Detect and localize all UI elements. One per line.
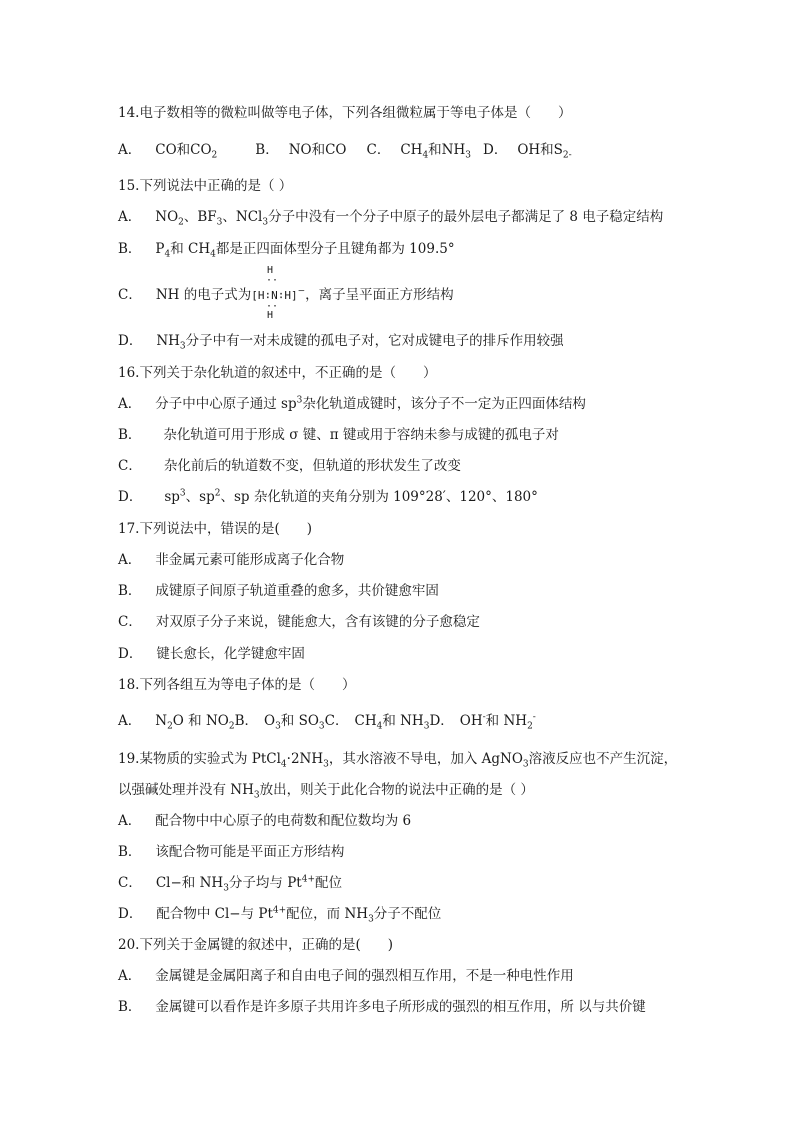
q16-d-s1: 3 xyxy=(179,488,186,499)
q15-option-c-label: C． xyxy=(118,287,142,303)
q18-options xyxy=(118,712,536,730)
lewis-top-dots: ·· xyxy=(266,275,279,286)
q20-option-a-label: A． xyxy=(118,968,142,984)
q17-c-t1: 对双原子分子来说，键能愈大，含有该键的分子愈稳定 xyxy=(155,614,480,630)
q14-option-c-label: C． xyxy=(366,142,391,158)
q16-a-t2: 杂化轨道成键时，该分子不一定为正四面体结构 xyxy=(302,396,586,412)
q15-a-t1: NO xyxy=(155,209,179,225)
q16-a-s1: 3 xyxy=(296,395,303,406)
q19-d-t3: 分子不配位 xyxy=(373,906,442,922)
q18-b-s1: 3 xyxy=(275,721,281,732)
q19-option-d xyxy=(118,905,441,923)
q15-b-t3: 都是正四面体型分子且键角都为 109.5° xyxy=(215,241,455,257)
q15-d-s1: 3 xyxy=(179,341,186,352)
q15-d-t1: NH xyxy=(156,333,180,349)
q19-stem1-c: ，其水溶液不导电，加入 AgNO xyxy=(328,751,523,767)
q19-d-s1: 3 xyxy=(368,914,374,925)
q15-option-d xyxy=(118,332,564,350)
q20-a-t1: 金属键是金属阳离子和自由电子间的强烈相互作用，不是一种电性作用 xyxy=(155,968,574,984)
q15-b-s2: 4 xyxy=(210,249,216,260)
q15-b-s1: 4 xyxy=(164,249,171,260)
q18-a-s2: 2 xyxy=(228,721,235,732)
q19-stem2-a: 以强碱处理并没有 NH xyxy=(118,782,254,798)
q19-option-b-label: B． xyxy=(118,844,142,860)
q15-option-a xyxy=(118,208,663,226)
q18-c-s1: 4 xyxy=(376,721,383,732)
q17-option-d xyxy=(118,645,305,663)
q16-option-a xyxy=(118,395,586,413)
q16-c-t1: 杂化前后的轨道数不变，但轨道的形状发生了改变 xyxy=(163,458,461,474)
q14-option-b-text: NO和CO xyxy=(288,142,347,158)
q14-option-a-sub: 2 xyxy=(211,150,218,161)
q18-c1: CH xyxy=(354,713,377,729)
q18-d-sup: - xyxy=(482,712,486,723)
q19-c-t3: 配位 xyxy=(315,875,343,891)
q18-b2: 和 SO xyxy=(280,713,319,729)
q19-c-t2: 分子均与 Pt xyxy=(228,875,302,891)
q15-a-t4: 分子中没有一个分子中原子的最外层电子都满足了 8 电子稳定结构 xyxy=(268,209,664,225)
q16-b-t1: 杂化轨道可用于形成 σ 键、π 键或用于容纳未参与成键的孤电子对 xyxy=(163,427,559,443)
q18-d2: 和 NH xyxy=(485,713,528,729)
lewis-charge: − xyxy=(297,286,306,297)
q18-a2: O 和 NO xyxy=(172,713,229,729)
q20-option-b-label: B． xyxy=(118,999,142,1015)
q18-d-sup2: - xyxy=(532,712,536,723)
q16-option-a-label: A． xyxy=(118,396,142,412)
q19-option-c-label: C． xyxy=(118,875,142,891)
q16-option-b xyxy=(118,426,559,444)
q20-option-a xyxy=(118,967,574,985)
q19-c-sup: 4+ xyxy=(301,874,316,885)
q18-option-b-label: B． xyxy=(234,713,258,729)
q15-b-t2: 和 CH xyxy=(170,241,211,257)
question-16-stem: 16.下列关于杂化轨道的叙述中，不正确的是（ ） xyxy=(118,365,437,381)
q18-option-a-label: A． xyxy=(118,713,142,729)
q14-option-a-label: A． xyxy=(118,142,142,158)
q19-b-t1: 该配合物可能是平面正方形结构 xyxy=(155,844,345,860)
question-18-stem: 18.下列各组互为等电子体的是（ ） xyxy=(118,677,356,693)
q16-d-t2: 、sp xyxy=(185,489,215,505)
q18-a-s1: 2 xyxy=(167,721,173,732)
lewis-top-h: H xyxy=(267,265,274,276)
q16-option-c-label: C． xyxy=(118,458,142,474)
q18-b1: O xyxy=(263,713,276,729)
question-17-stem: 17.下列说法中，错误的是( ) xyxy=(118,521,313,537)
question-19-stem-line2 xyxy=(118,781,534,799)
q14-option-a-text: CO和CO xyxy=(155,142,212,158)
q17-b-t1: 成键原子间原子轨道重叠的愈多，共价键愈牢固 xyxy=(155,583,439,599)
q19-option-a xyxy=(118,812,411,830)
q14-option-d-label: D． xyxy=(483,142,508,158)
lewis-bottom-h: H xyxy=(267,310,274,321)
q19-stem1-s3: 3 xyxy=(522,759,529,770)
q14-option-d-sub: 2- xyxy=(562,150,572,161)
q19-stem1-b: ·2NH xyxy=(286,751,324,767)
q15-a-s1: 2 xyxy=(178,217,184,228)
q19-d-t1: 配合物中 Cl−与 Pt xyxy=(156,906,273,922)
question-20-stem: 20.下列关于金属键的叙述中，正确的是( ) xyxy=(118,937,394,953)
q17-d-t1: 键长愈长，化学键愈牢固 xyxy=(156,646,305,662)
question-19-stem-line1 xyxy=(118,750,677,768)
q17-option-d-label: D． xyxy=(118,646,143,662)
q19-option-a-label: A． xyxy=(118,813,142,829)
q18-b-s2: 3 xyxy=(318,721,325,732)
q14-option-c-text2: 和NH xyxy=(428,142,466,158)
q19-stem2-b: 放出，则关于此化合物的说法中正确的是（ ） xyxy=(259,782,534,798)
q17-a-t1: 非金属元素可能形成离子化合物 xyxy=(155,552,345,568)
q17-option-a-label: A． xyxy=(118,552,142,568)
q15-option-b-label: B． xyxy=(118,241,142,257)
q15-d-t2: 分子中有一对未成键的孤电子对，它对成键电子的排斥作用较强 xyxy=(185,333,564,349)
q14-option-c-sub2: 3 xyxy=(465,150,471,161)
q15-option-c xyxy=(118,286,454,305)
q15-option-d-label: D． xyxy=(118,333,143,349)
q20-b-t1: 金属键可以看作是许多原子共用许多电子所形成的强烈的相互作用，所 以与共价键 xyxy=(155,999,646,1015)
q18-c2: 和 NH xyxy=(382,713,424,729)
q15-a-s2: 3 xyxy=(216,217,223,228)
q19-option-d-label: D． xyxy=(118,906,143,922)
q19-stem1-a: 19.某物质的实验式为 PtCl xyxy=(118,751,281,767)
q18-option-d-label: D． xyxy=(429,713,454,729)
q18-a1: N xyxy=(155,713,168,729)
q14-option-c-text1: CH xyxy=(400,142,423,158)
q15-a-t3: 、NCl xyxy=(222,209,263,225)
q19-stem1-s2: 3 xyxy=(323,759,329,770)
q19-stem2-s: 3 xyxy=(253,790,260,801)
q16-option-d-label: D． xyxy=(118,489,143,505)
q19-c-t1: Cl−和 NH xyxy=(155,875,224,891)
q18-option-c-label: C． xyxy=(324,713,349,729)
q18-d1: OH xyxy=(459,713,483,729)
question-15-stem: 15.下列说法中正确的是（ ） xyxy=(118,178,293,194)
q15-c-t2: ，离子呈平面正方形结构 xyxy=(305,287,454,303)
q14-option-b-label: B． xyxy=(255,142,279,158)
q16-option-c xyxy=(118,457,461,475)
q16-option-b-label: B． xyxy=(118,427,142,443)
q17-option-b-label: B． xyxy=(118,583,142,599)
q19-option-b xyxy=(118,843,344,861)
lewis-structure: [H∶N∶H] xyxy=(251,289,298,302)
q16-d-t3: 、sp 杂化轨道的夹角分别为 109°28′、120°、180° xyxy=(220,489,538,505)
q15-b-t1: P xyxy=(155,241,165,257)
q17-option-c-label: C． xyxy=(118,614,142,630)
q18-c-s2: 3 xyxy=(423,721,430,732)
q19-option-c xyxy=(118,874,342,892)
q19-d-t2: 配位，而 NH xyxy=(286,906,369,922)
q19-stem1-d: 溶液反应也不产生沉淀， xyxy=(528,751,678,767)
q14-option-c-sub1: 4 xyxy=(422,150,429,161)
q19-d-sup: 4+ xyxy=(272,905,287,916)
q16-d-t1: sp xyxy=(164,489,180,505)
question-14-stem: 14.电子数相等的微粒叫做等电子体，下列各组微粒属于等电子体是（ ） xyxy=(118,105,572,121)
q15-a-s3: 3 xyxy=(262,217,269,228)
q15-option-b xyxy=(118,240,455,258)
q19-stem1-s1: 4 xyxy=(280,759,287,770)
q15-a-t2: 、BF xyxy=(183,209,217,225)
q16-a-t1: 分子中中心原子通过 sp xyxy=(155,396,297,412)
q19-a-t1: 配合物中中心原子的电荷数和配位数均为 6 xyxy=(155,813,412,829)
q17-option-b xyxy=(118,582,439,600)
q19-c-s1: 3 xyxy=(223,883,229,894)
lewis-bottom-dots: ·· xyxy=(266,301,279,312)
q16-d-s2: 2 xyxy=(214,488,221,499)
q15-c-t1: NH 的电子式为 xyxy=(155,287,252,303)
q18-d-sub: 2 xyxy=(527,721,533,732)
q17-option-a xyxy=(118,551,344,569)
q16-option-d xyxy=(118,488,538,506)
q17-option-c xyxy=(118,613,480,631)
q15-option-a-label: A． xyxy=(118,209,142,225)
q14-option-d-text: OH和S xyxy=(517,142,563,158)
q20-option-b xyxy=(118,998,646,1016)
question-14-options xyxy=(118,141,572,159)
